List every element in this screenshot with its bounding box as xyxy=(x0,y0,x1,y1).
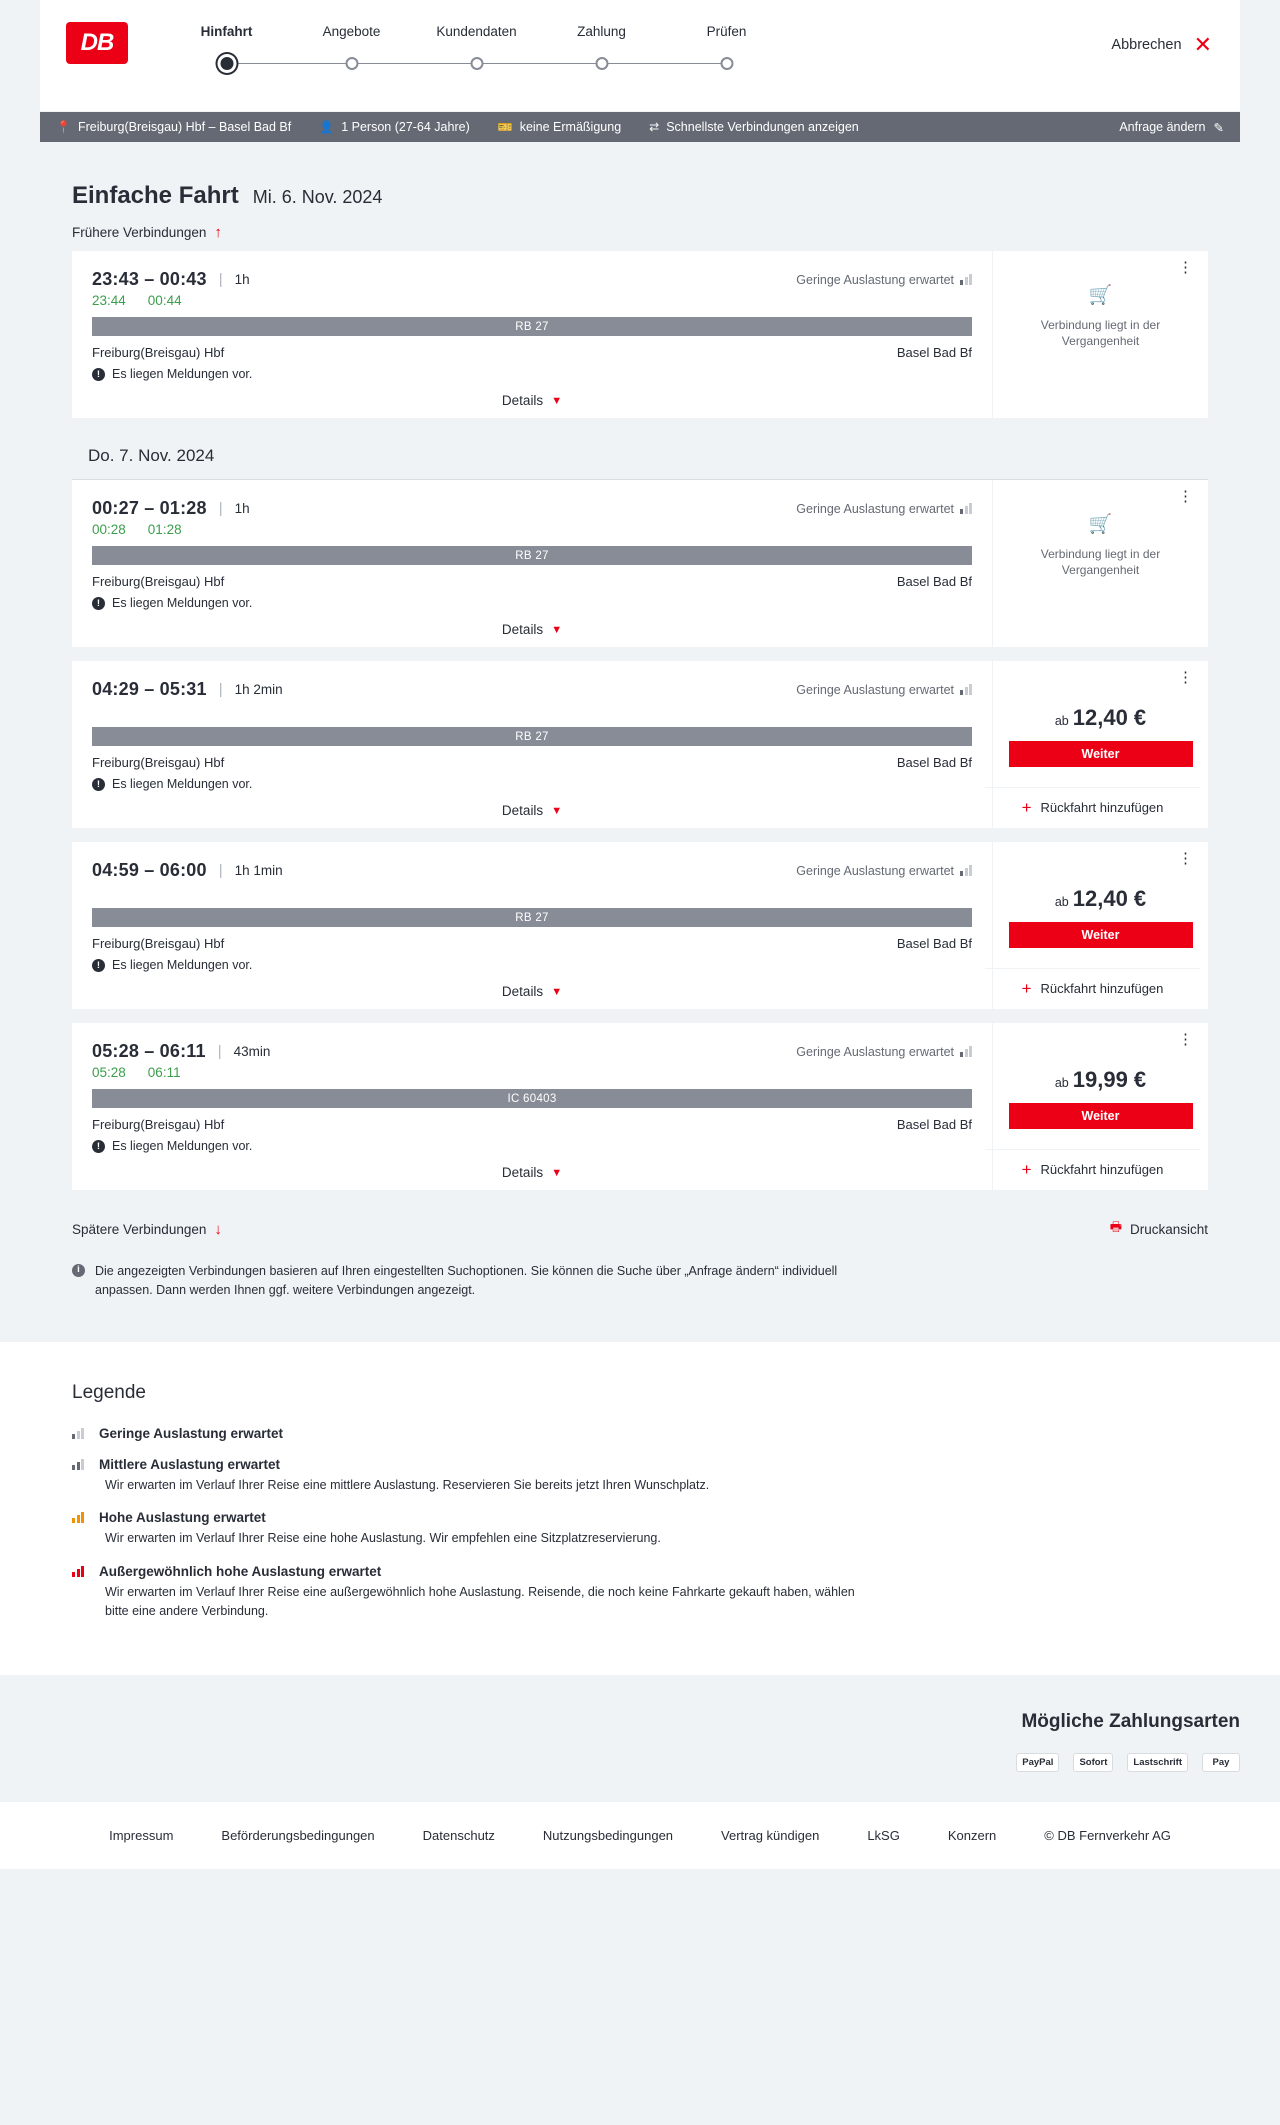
legend-section xyxy=(0,1342,1280,1675)
more-options-icon[interactable]: ⋮ xyxy=(1178,1031,1194,1048)
product-label: RB 27 xyxy=(515,911,549,924)
summary-passengers xyxy=(319,120,470,134)
summary-passengers-label: 1 Person (27-64 Jahre) xyxy=(341,120,470,134)
occupancy-bars-icon xyxy=(960,865,972,876)
connection-side xyxy=(992,661,1208,828)
progress-step-label: Hinfahrt xyxy=(200,24,253,39)
progress-step-zahlung[interactable] xyxy=(539,24,664,83)
product-bar[interactable] xyxy=(92,1089,972,1108)
occupancy-bars-icon xyxy=(72,1428,84,1439)
product-bar[interactable] xyxy=(92,317,972,336)
earlier-connections-button[interactable] xyxy=(40,210,1240,251)
chevron-down-icon: ▼ xyxy=(551,623,563,636)
alert-icon: ! xyxy=(92,778,105,791)
realtime-departure: 05:28 xyxy=(92,1065,126,1080)
separator: | xyxy=(217,1043,222,1060)
cancel-button[interactable] xyxy=(1111,34,1212,56)
details-toggle[interactable] xyxy=(92,984,972,999)
footer-link[interactable]: Beförderungsbedingungen xyxy=(221,1827,375,1843)
add-return-label: Rückfahrt hinzufügen xyxy=(1040,981,1164,996)
card-icon: 🎫 xyxy=(497,120,513,134)
progress-dot-icon xyxy=(220,57,233,70)
legend-item-head xyxy=(72,1426,1208,1441)
plus-icon: + xyxy=(1021,798,1032,817)
connection-main xyxy=(72,661,992,828)
arrival-station: Basel Bad Bf xyxy=(896,755,972,770)
separator: | xyxy=(218,271,223,288)
legend-item-head xyxy=(72,1510,1208,1525)
chevron-down-icon: ▼ xyxy=(551,804,563,817)
realtime-departure: 23:44 xyxy=(92,293,126,308)
realtime-times xyxy=(92,522,972,537)
connection-side xyxy=(992,251,1208,418)
connection-notice-label: Es liegen Meldungen vor. xyxy=(112,777,253,791)
details-toggle[interactable] xyxy=(92,803,972,818)
summary-option-label: Schnellste Verbindungen anzeigen xyxy=(666,120,859,134)
legend-item-label: Mittlere Auslastung erwartet xyxy=(99,1456,281,1472)
price-value: 12,40 € xyxy=(1072,705,1147,730)
product-label: RB 27 xyxy=(515,320,549,333)
arrow-down-icon: ↓ xyxy=(214,1220,222,1238)
progress-step-kundendaten[interactable] xyxy=(414,24,539,83)
connection-times: 04:29 – 05:31 xyxy=(92,679,207,699)
arrival-station: Basel Bad Bf xyxy=(896,1117,972,1132)
continue-button[interactable]: Weiter xyxy=(1009,922,1193,948)
arrival-station: Basel Bad Bf xyxy=(896,936,972,951)
connection-main xyxy=(72,1023,992,1190)
print-view-label: Druckansicht xyxy=(1129,1221,1208,1237)
connection-price xyxy=(1055,1067,1146,1093)
payment-methods-section xyxy=(0,1675,1280,1802)
connection-notice[interactable] xyxy=(92,596,972,610)
progress-step-hinfahrt[interactable] xyxy=(164,24,289,83)
progress-dot-icon xyxy=(345,57,358,70)
print-view-button[interactable] xyxy=(1110,1218,1208,1240)
price-prefix: ab xyxy=(1054,1076,1069,1090)
connection-duration: 1h xyxy=(234,501,250,516)
cancel-label: Abbrechen xyxy=(1111,37,1182,53)
connection-stations xyxy=(92,755,972,770)
details-label: Details xyxy=(501,803,544,818)
connection-times: 00:27 – 01:28 xyxy=(92,498,207,518)
connection-stations xyxy=(92,345,972,360)
connection-price xyxy=(1055,705,1146,731)
legend-item-head xyxy=(72,1564,1208,1579)
add-return-trip-button[interactable] xyxy=(985,1149,1200,1180)
connection-wrapper xyxy=(40,480,1240,647)
results-content xyxy=(0,142,1280,1300)
connection-notice-label: Es liegen Meldungen vor. xyxy=(112,596,253,610)
past-connection-text: Verbindung liegt in der Vergangenheit xyxy=(1040,547,1161,578)
alert-icon: ! xyxy=(92,597,105,610)
connection-card[interactable] xyxy=(72,661,1208,828)
past-connection-text: Verbindung liegt in der Vergangenheit xyxy=(1040,318,1161,349)
footer-copyright: © DB Fernverkehr AG xyxy=(1044,1827,1171,1843)
connection-header xyxy=(92,860,972,881)
connection-wrapper xyxy=(40,842,1240,1009)
chevron-down-icon: ▼ xyxy=(551,985,563,998)
page-title xyxy=(40,142,1240,210)
footer-link[interactable]: Nutzungsbedingungen xyxy=(542,1827,674,1843)
footer-links xyxy=(0,1802,1280,1869)
connection-wrapper xyxy=(40,251,1240,418)
payment-method-sofort-icon: Sofort xyxy=(1073,1753,1113,1772)
legend-items xyxy=(72,1426,1208,1621)
payment-method-pay-icon: Pay xyxy=(1202,1753,1240,1772)
payment-title: Mögliche Zahlungsarten xyxy=(1021,1710,1240,1732)
continue-button[interactable]: Weiter xyxy=(1009,741,1193,767)
more-options-icon[interactable]: ⋮ xyxy=(1178,259,1194,276)
occupancy-bars-icon xyxy=(960,1046,972,1057)
search-summary-bar xyxy=(40,112,1240,142)
connection-notice-label: Es liegen Meldungen vor. xyxy=(112,367,253,381)
details-label: Details xyxy=(501,984,544,999)
app-header xyxy=(40,0,1240,112)
footer-link[interactable]: Datenschutz xyxy=(422,1827,495,1843)
add-return-label: Rückfahrt hinzufügen xyxy=(1040,1162,1164,1177)
connection-notice[interactable] xyxy=(92,777,972,791)
connection-wrapper xyxy=(40,661,1240,828)
arrival-station: Basel Bad Bf xyxy=(896,345,972,360)
progress-step-label: Angebote xyxy=(322,24,381,39)
occupancy-indicator xyxy=(796,502,972,516)
connection-duration: 1h 1min xyxy=(234,863,283,878)
progress-step-label: Prüfen xyxy=(706,24,747,39)
payment-method-lastschrift-icon: Lastschrift xyxy=(1127,1753,1188,1772)
earlier-connections-label: Frühere Verbindungen xyxy=(72,225,207,240)
occupancy-indicator xyxy=(796,1045,972,1059)
connection-side xyxy=(992,1023,1208,1190)
close-icon[interactable]: ✕ xyxy=(1193,32,1212,57)
swap-icon: ⇄ xyxy=(649,120,660,134)
product-label: RB 27 xyxy=(515,549,549,562)
progress-steps xyxy=(164,24,789,83)
product-label: RB 27 xyxy=(515,730,549,743)
printer-icon: 🖶 xyxy=(1109,1219,1122,1234)
occupancy-indicator xyxy=(796,683,972,697)
payment-method-paypal-icon: PayPal xyxy=(1016,1753,1059,1772)
summary-discount xyxy=(498,120,621,134)
progress-connector xyxy=(227,63,352,64)
summary-option xyxy=(649,120,859,134)
progress-step-marker xyxy=(664,53,789,83)
connection-times: 05:28 – 06:11 xyxy=(92,1041,206,1061)
legend-item-head xyxy=(72,1457,1208,1472)
payment-icon-row xyxy=(40,1753,1240,1772)
progress-step-label: Zahlung xyxy=(577,24,626,39)
day-separator xyxy=(40,432,1240,480)
occupancy-indicator xyxy=(796,864,972,878)
legend-item-desc: Wir erwarten im Verlauf Ihrer Reise eine hohe Auslastung. Wir empfehlen eine Sitzplatzreservierung. xyxy=(105,1531,661,1546)
separator: | xyxy=(218,500,223,517)
arrival-station: Basel Bad Bf xyxy=(896,574,972,589)
connection-notice-label: Es liegen Meldungen vor. xyxy=(112,1139,253,1153)
connection-card[interactable] xyxy=(72,480,1208,647)
occupancy-bars-icon xyxy=(72,1512,84,1523)
edit-search-label: Anfrage ändern xyxy=(1119,120,1206,134)
realtime-arrival: 06:11 xyxy=(147,1065,181,1080)
results-footer-nav xyxy=(40,1204,1240,1240)
edit-search-button[interactable] xyxy=(1119,120,1224,135)
realtime-times xyxy=(92,1065,972,1080)
footer-link[interactable]: LkSG xyxy=(867,1827,900,1843)
realtime-departure: 00:28 xyxy=(92,522,126,537)
legend-item-label: Geringe Auslastung erwartet xyxy=(99,1425,284,1441)
progress-step-marker xyxy=(164,53,289,83)
person-icon: 👤 xyxy=(319,120,335,134)
connection-card[interactable] xyxy=(72,1023,1208,1190)
connection-list xyxy=(40,251,1240,1190)
product-bar[interactable] xyxy=(92,546,972,565)
legend-item xyxy=(72,1457,1208,1495)
product-bar[interactable] xyxy=(92,727,972,746)
continue-button[interactable]: Weiter xyxy=(1009,1103,1193,1129)
details-label: Details xyxy=(501,1165,544,1180)
progress-step-prüfen[interactable] xyxy=(664,24,789,83)
connection-duration: 1h 2min xyxy=(234,682,283,697)
search-info-note xyxy=(40,1240,1240,1300)
connection-stations xyxy=(92,574,972,589)
details-toggle[interactable] xyxy=(92,393,972,408)
connection-notice-label: Es liegen Meldungen vor. xyxy=(112,958,253,972)
cart-crossed-icon: 🛒 xyxy=(1088,285,1113,306)
product-label: IC 60403 xyxy=(507,1092,557,1105)
more-options-icon[interactable]: ⋮ xyxy=(1178,488,1194,505)
footer-link[interactable]: Vertrag kündigen xyxy=(721,1827,820,1843)
summary-discount-label: keine Ermäßigung xyxy=(519,120,622,134)
chevron-down-icon: ▼ xyxy=(551,394,563,407)
progress-step-marker xyxy=(289,53,414,83)
progress-connector xyxy=(477,63,602,64)
alert-icon: ! xyxy=(92,368,105,381)
occupancy-bars-icon xyxy=(960,503,972,514)
day-separator-label: Do. 7. Nov. 2024 xyxy=(88,446,215,465)
connection-times: 04:59 – 06:00 xyxy=(92,860,207,880)
connection-header xyxy=(92,498,972,519)
progress-connector xyxy=(602,63,727,64)
connection-card[interactable] xyxy=(72,842,1208,1009)
connection-header xyxy=(92,1041,972,1062)
progress-step-marker xyxy=(539,53,664,83)
plus-icon: + xyxy=(1021,1160,1032,1179)
price-value: 19,99 € xyxy=(1072,1067,1147,1092)
occupancy-bars-icon xyxy=(72,1566,84,1577)
legend-item-desc: Wir erwarten im Verlauf Ihrer Reise eine außergewöhnlich hohe Auslastung. Reisende, die noch keine Fahrkarte gekauft haben, wählen bitte eine andere Verbindung. xyxy=(105,1585,855,1618)
pencil-icon[interactable]: ✎ xyxy=(1213,120,1224,135)
legend-item xyxy=(72,1564,1208,1621)
departure-station: Freiburg(Breisgau) Hbf xyxy=(92,936,225,951)
add-return-trip-button[interactable] xyxy=(985,787,1200,818)
trip-date: Mi. 6. Nov. 2024 xyxy=(252,187,383,207)
location-pin-icon: 📍 xyxy=(56,120,71,134)
price-prefix: ab xyxy=(1054,895,1069,909)
occupancy-bars-icon xyxy=(72,1459,84,1470)
connection-main xyxy=(72,251,992,418)
occupancy-label: Geringe Auslastung erwartet xyxy=(796,1044,954,1059)
departure-station: Freiburg(Breisgau) Hbf xyxy=(92,755,225,770)
progress-dot-icon xyxy=(470,57,483,70)
connection-side xyxy=(992,842,1208,1009)
product-bar[interactable] xyxy=(92,908,972,927)
details-label: Details xyxy=(501,393,544,408)
plus-icon: + xyxy=(1021,979,1032,998)
occupancy-label: Geringe Auslastung erwartet xyxy=(796,682,954,697)
trip-type-title: Einfache Fahrt xyxy=(72,182,239,209)
arrow-up-icon: ↑ xyxy=(214,224,222,241)
footer-link[interactable]: Konzern xyxy=(947,1827,997,1843)
footer-link[interactable]: Impressum xyxy=(109,1827,174,1843)
legend-item-label: Außergewöhnlich hohe Auslastung erwartet xyxy=(99,1564,382,1579)
connection-notice[interactable] xyxy=(92,367,972,381)
separator: | xyxy=(218,681,223,698)
connection-duration: 1h xyxy=(234,272,250,287)
departure-station: Freiburg(Breisgau) Hbf xyxy=(92,345,225,360)
connection-main xyxy=(72,842,992,1009)
occupancy-label: Geringe Auslastung erwartet xyxy=(796,863,954,878)
add-return-trip-button[interactable] xyxy=(985,968,1200,999)
db-logo: DB xyxy=(66,22,128,64)
legend-item-desc: Wir erwarten im Verlauf Ihrer Reise eine mittlere Auslastung. Reservieren Sie bereits jetzt Ihren Wunschplatz. xyxy=(105,1477,710,1492)
search-info-text: Die angezeigten Verbindungen basieren auf Ihren eingestellten Suchoptionen. Sie können die Suche über „Anfrage ändern“ individuell anpassen. Dann werden Ihnen ggf. weitere Verbindungen angezeigt. xyxy=(95,1264,838,1297)
realtime-times xyxy=(92,293,972,308)
realtime-arrival: 00:44 xyxy=(147,293,182,308)
connection-notice[interactable] xyxy=(92,1139,972,1153)
occupancy-indicator xyxy=(796,273,972,287)
connection-stations xyxy=(92,1117,972,1132)
alert-icon: ! xyxy=(92,1140,105,1153)
connection-card[interactable] xyxy=(72,251,1208,418)
occupancy-bars-icon xyxy=(960,274,972,285)
progress-step-label: Kundendaten xyxy=(436,24,517,39)
connection-times: 23:43 – 00:43 xyxy=(92,269,207,289)
legend-item-label: Hohe Auslastung erwartet xyxy=(99,1510,266,1526)
connection-duration: 43min xyxy=(233,1044,271,1059)
add-return-label: Rückfahrt hinzufügen xyxy=(1040,800,1164,815)
legend-item xyxy=(72,1510,1208,1548)
progress-connector xyxy=(352,63,477,64)
connection-header xyxy=(92,679,972,700)
progress-dot-icon xyxy=(720,57,733,70)
later-connections-button[interactable] xyxy=(72,1221,222,1238)
progress-dot-icon xyxy=(595,57,608,70)
connection-wrapper xyxy=(40,1023,1240,1190)
connection-side xyxy=(992,480,1208,647)
price-prefix: ab xyxy=(1054,714,1069,728)
more-options-icon[interactable]: ⋮ xyxy=(1178,669,1194,686)
connection-main xyxy=(72,480,992,647)
connection-notice[interactable] xyxy=(92,958,972,972)
realtime-arrival: 01:28 xyxy=(147,522,182,537)
occupancy-label: Geringe Auslastung erwartet xyxy=(796,272,954,287)
price-value: 12,40 € xyxy=(1072,886,1147,911)
progress-step-angebote[interactable] xyxy=(289,24,414,83)
more-options-icon[interactable]: ⋮ xyxy=(1178,850,1194,867)
departure-station: Freiburg(Breisgau) Hbf xyxy=(92,574,225,589)
separator: | xyxy=(218,862,223,879)
details-label: Details xyxy=(501,622,544,637)
summary-route-label: Freiburg(Breisgau) Hbf – Basel Bad Bf xyxy=(77,120,292,134)
details-toggle[interactable] xyxy=(92,622,972,637)
progress-step-marker xyxy=(414,53,539,83)
occupancy-bars-icon xyxy=(960,684,972,695)
legend-title: Legende xyxy=(72,1381,146,1403)
legend-item xyxy=(72,1426,1208,1441)
connection-header xyxy=(92,269,972,290)
summary-route xyxy=(56,120,291,134)
cart-crossed-icon: 🛒 xyxy=(1088,514,1113,535)
alert-icon: ! xyxy=(92,959,105,972)
connection-price xyxy=(1055,886,1146,912)
occupancy-label: Geringe Auslastung erwartet xyxy=(796,501,954,516)
chevron-down-icon: ▼ xyxy=(551,1166,563,1179)
info-icon: i xyxy=(72,1264,85,1277)
later-connections-label: Spätere Verbindungen xyxy=(72,1221,207,1237)
connection-stations xyxy=(92,936,972,951)
details-toggle[interactable] xyxy=(92,1165,972,1180)
departure-station: Freiburg(Breisgau) Hbf xyxy=(92,1117,225,1132)
